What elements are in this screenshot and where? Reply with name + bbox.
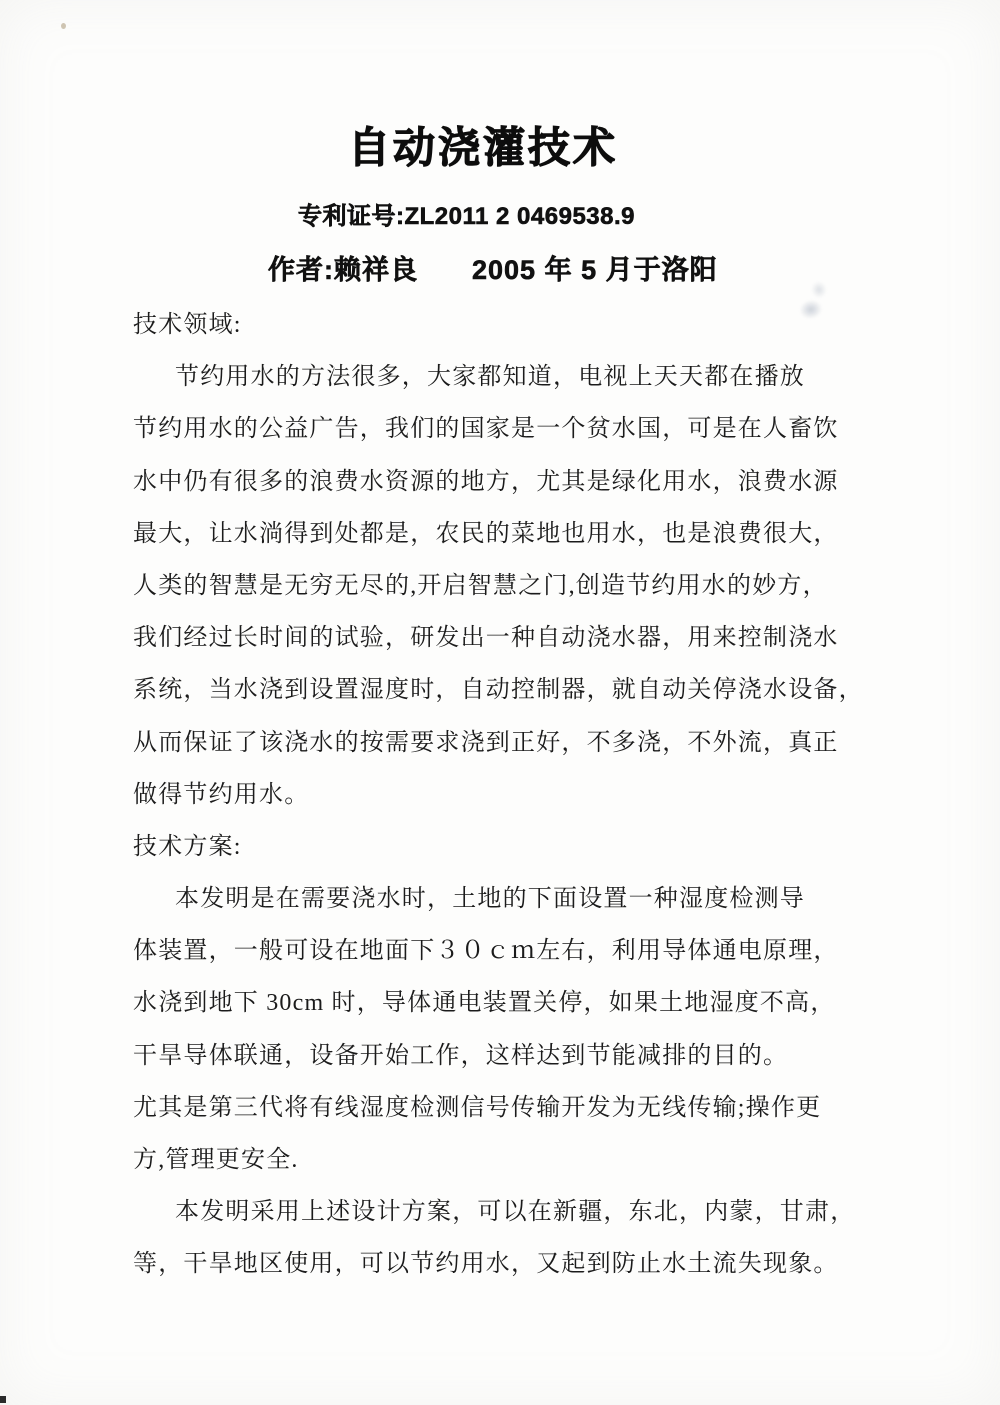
section-heading-technical-solution: 技术方案:	[133, 833, 242, 860]
text-line: 水中仍有很多的浪费水资源的地方，尤其是绿化用水，浪费水源	[133, 468, 839, 495]
author-date-line	[268, 254, 718, 286]
text-line: 最大，让水淌得到处都是，农民的菜地也用水，也是浪费很大，	[133, 520, 839, 547]
document-body	[133, 299, 913, 1291]
publication-date-place: 2005 年 5 月于洛阳	[472, 255, 718, 285]
text-line: 方,管理更安全.	[133, 1147, 299, 1173]
scan-smudge-artifact	[789, 274, 837, 325]
author-name: 作者:赖祥良	[268, 255, 418, 285]
text-line: 我们经过长时间的试验，研发出一种自动浇水器，用来控制浇水	[133, 625, 839, 652]
text-line: 做得节约用水。	[133, 781, 310, 808]
text-line: 系统，当水浇到设置湿度时，自动控制器，就自动关停浇水设备，	[133, 677, 864, 704]
section-heading-technical-field: 技术领域:	[133, 312, 242, 338]
text-line: 等，干旱地区使用，可以节约用水，又起到防止水土流失现象。	[133, 1251, 839, 1278]
text-line: 水浇到地下 30cm 时，导体通电装置关停，如果土地湿度不高，	[133, 990, 836, 1017]
text-line: 本发明采用上述设计方案，可以在新疆，东北，内蒙，甘肃，	[175, 1199, 856, 1226]
text-line: 干旱导体联通，设备开始工作，这样达到节能减排的目的。	[133, 1042, 789, 1069]
patent-number-line: 专利证号:ZL2011 2 0469538.9	[298, 203, 636, 230]
text-line: 人类的智慧是无穷无尽的,开启智慧之门,创造节约用水的妙方，	[133, 572, 828, 599]
text-line: 本发明是在需要浇水时，土地的下面设置一种湿度检测导	[175, 886, 805, 913]
scan-speck-artifact	[61, 23, 66, 29]
text-line: 节约用水的方法很多，大家都知道，电视上天天都在播放	[175, 364, 805, 391]
text-line: 尤其是第三代将有线湿度检测信号传输开发为无线传输;操作更	[133, 1094, 822, 1121]
document-title: 自动浇灌技术	[347, 124, 618, 171]
text-line: 从而保证了该浇水的按需要求浇到正好，不多浇，不外流，真正	[133, 729, 839, 756]
text-line: 体装置，一般可设在地面下３０ｃｍ左右，利用导体通电原理，	[133, 938, 839, 965]
text-line: 节约用水的公益广告，我们的国家是一个贫水国，可是在人畜饮	[133, 416, 839, 443]
scan-corner-mark	[0, 1396, 6, 1403]
